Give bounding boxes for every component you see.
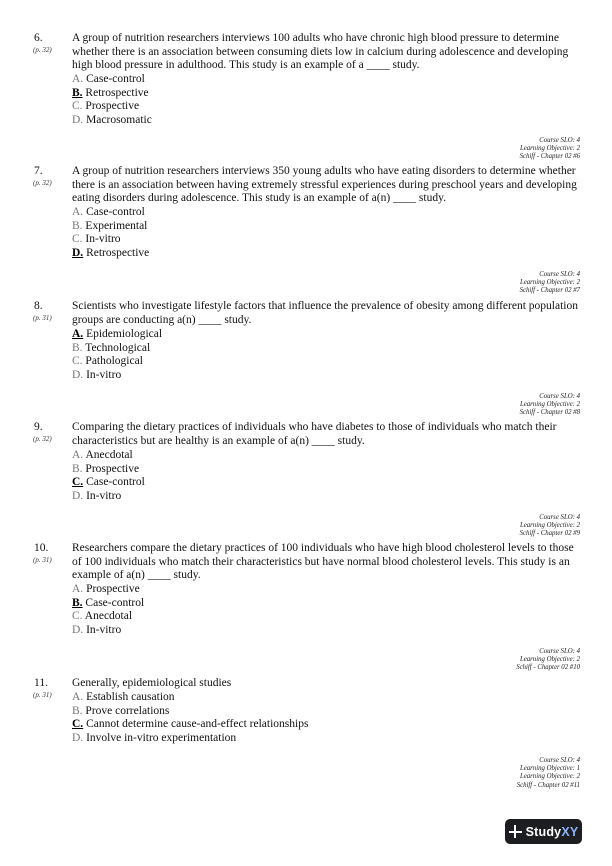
answer-options <box>72 73 152 127</box>
option-text: In-vitro <box>86 489 122 502</box>
option-text: Anecdotal <box>85 449 133 461</box>
option-text: Prospective <box>85 100 140 113</box>
option-b <box>72 705 308 719</box>
studyxy-logo-badge[interactable] <box>505 819 582 844</box>
option-text: Case-control <box>85 596 145 609</box>
option-letter: A. <box>72 328 84 340</box>
question-metadata <box>516 648 580 673</box>
page-reference: (p. 31) <box>33 691 52 699</box>
question-number: 11. <box>34 677 48 689</box>
option-letter: D. <box>72 731 84 744</box>
brand-name <box>526 825 579 839</box>
answer-options <box>72 583 144 637</box>
option-text: Retrospective <box>86 246 150 259</box>
option-a <box>72 583 144 597</box>
question-metadata <box>520 514 580 539</box>
option-c <box>72 233 149 247</box>
question-stem: A group of nutrition researchers interviews 100 adults who have chronic high blood pressure to determine whether there is an association between consuming diets low in calcium during adolescence and developing high blood pressure in adulthood. This study is an example of a ____ study. <box>72 32 569 71</box>
option-d <box>72 732 308 746</box>
option-c-correct <box>72 476 145 490</box>
option-text: In-vitro <box>86 623 122 636</box>
course-slo: Course SLO: 4 <box>539 757 580 764</box>
option-letter: D. <box>72 368 84 381</box>
option-letter: C. <box>72 233 83 246</box>
option-letter: B. <box>72 704 83 717</box>
option-a <box>72 206 149 220</box>
brand-name-accent: XY <box>561 824 579 839</box>
course-slo: Course SLO: 4 <box>539 137 580 144</box>
learning-objective: Learning Objective: 2 <box>519 279 580 287</box>
option-text: Pathological <box>85 355 143 368</box>
chapter-reference: Schiff - Chapter 02 #7 <box>519 287 580 295</box>
option-d <box>72 369 162 383</box>
option-a <box>72 73 152 87</box>
question-stem: Scientists who investigate lifestyle factors that influence the prevalence of obesity among different population groups are conducting a(n) ____ study. <box>72 300 578 326</box>
option-letter: A. <box>72 73 84 85</box>
question-stem: Generally, epidemiological studies <box>72 677 232 689</box>
option-letter: C. <box>72 355 83 368</box>
question-number: 8. <box>34 300 43 312</box>
option-letter: B. <box>72 219 83 232</box>
option-text: Technological <box>85 341 151 354</box>
page-reference: (p. 32) <box>33 46 52 54</box>
learning-objective: Learning Objective: 1 <box>519 765 580 773</box>
option-d <box>72 114 152 128</box>
option-text: In-vitro <box>85 233 121 246</box>
option-letter: C. <box>72 610 83 623</box>
option-c <box>72 355 162 369</box>
chapter-reference: Schiff - Chapter 02 #11 <box>516 781 580 789</box>
question-number: 10. <box>34 542 49 554</box>
course-slo: Course SLO: 4 <box>539 514 580 521</box>
chapter-reference: Schiff - Chapter 02 #8 <box>519 409 580 417</box>
learning-objective: Learning Objective: 2 <box>519 773 580 781</box>
chapter-reference: Schiff - Chapter 02 #9 <box>519 530 580 538</box>
learning-objective: Learning Objective: 2 <box>519 401 580 409</box>
option-a <box>72 449 145 463</box>
option-d-correct <box>72 247 149 261</box>
option-letter: C. <box>72 476 84 489</box>
page-reference: (p. 32) <box>33 435 52 443</box>
option-text: Experimental <box>85 219 148 232</box>
chapter-reference: Schiff - Chapter 02 #10 <box>516 664 580 672</box>
option-text: Case-control <box>86 206 145 218</box>
option-letter: D. <box>72 489 84 502</box>
option-text: Cannot determine cause-and-effect relationships <box>86 718 309 731</box>
option-text: Establish causation <box>86 691 175 703</box>
option-c <box>72 100 152 114</box>
option-text: Epidemiological <box>86 328 163 340</box>
option-b <box>72 463 145 477</box>
brand-name-main: Study <box>525 824 562 839</box>
option-d <box>72 490 145 504</box>
option-letter: B. <box>72 462 83 475</box>
answer-options <box>72 449 145 503</box>
option-b <box>72 220 149 234</box>
option-c <box>72 610 144 624</box>
learning-objective: Learning Objective: 2 <box>519 656 580 664</box>
course-slo: Course SLO: 4 <box>539 648 580 655</box>
option-letter: A. <box>72 691 84 703</box>
question-metadata <box>520 393 580 418</box>
learning-objective: Learning Objective: 2 <box>519 522 580 530</box>
option-letter: B. <box>72 86 83 99</box>
option-letter: B. <box>72 596 83 609</box>
option-text: Retrospective <box>85 86 149 99</box>
option-letter: B. <box>72 341 83 354</box>
option-text: Prospective <box>85 462 140 475</box>
option-letter: C. <box>72 100 83 113</box>
option-c-correct <box>72 718 308 732</box>
option-a <box>72 691 308 705</box>
chapter-reference: Schiff - Chapter 02 #6 <box>519 153 580 161</box>
question-stem: A group of nutrition researchers interviews 350 young adults who have eating disorders to determine whether there is an association between having extremely stressful experiences during preschool years and developing eating disorders during adolescence. This study is an example of a(n) ____ study. <box>72 165 577 204</box>
question-number: 6. <box>34 32 43 44</box>
page-reference: (p. 32) <box>33 179 52 187</box>
page-reference: (p. 31) <box>33 314 52 322</box>
option-letter: D. <box>72 246 84 259</box>
learning-objective: Learning Objective: 2 <box>519 145 580 153</box>
option-b <box>72 342 162 356</box>
option-letter: C. <box>72 718 84 731</box>
option-letter: A. <box>72 449 84 461</box>
plus-icon <box>509 825 522 838</box>
option-letter: D. <box>72 623 84 636</box>
option-letter: D. <box>72 113 84 126</box>
option-b-correct <box>72 87 152 101</box>
question-metadata <box>520 271 580 296</box>
option-text: Case-control <box>86 476 145 489</box>
question-stem: Comparing the dietary practices of individuals who have diabetes to those of individuals who match their characteristics but are healthy is an example of a(n) ____ study. <box>72 421 557 447</box>
question-number: 9. <box>34 421 43 433</box>
option-text: Case-control <box>86 73 145 85</box>
option-letter: A. <box>72 583 84 595</box>
option-text: Involve in-vitro experimentation <box>86 731 237 744</box>
option-text: Prospective <box>86 583 140 595</box>
option-text: Anecdotal <box>84 610 133 623</box>
question-number: 7. <box>34 165 43 177</box>
option-text: Macrosomatic <box>86 113 152 126</box>
option-text: Prove correlations <box>85 704 170 717</box>
page-reference: (p. 31) <box>33 556 52 564</box>
answer-options <box>72 328 162 382</box>
answer-options <box>72 691 308 745</box>
question-stem: Researchers compare the dietary practices of 100 individuals who have high blood cholesterol levels to those of 100 individuals who match their characteristics but have normal blood cholesterol levels. This study is an example of a(n) ____ study. <box>72 542 574 581</box>
answer-options <box>72 206 149 260</box>
option-letter: A. <box>72 206 84 218</box>
option-b-correct <box>72 597 144 611</box>
question-metadata <box>517 757 580 790</box>
question-metadata <box>520 137 580 162</box>
option-d <box>72 624 144 638</box>
option-a-correct <box>72 328 162 342</box>
option-text: In-vitro <box>86 368 122 381</box>
course-slo: Course SLO: 4 <box>539 393 580 400</box>
course-slo: Course SLO: 4 <box>539 271 580 278</box>
